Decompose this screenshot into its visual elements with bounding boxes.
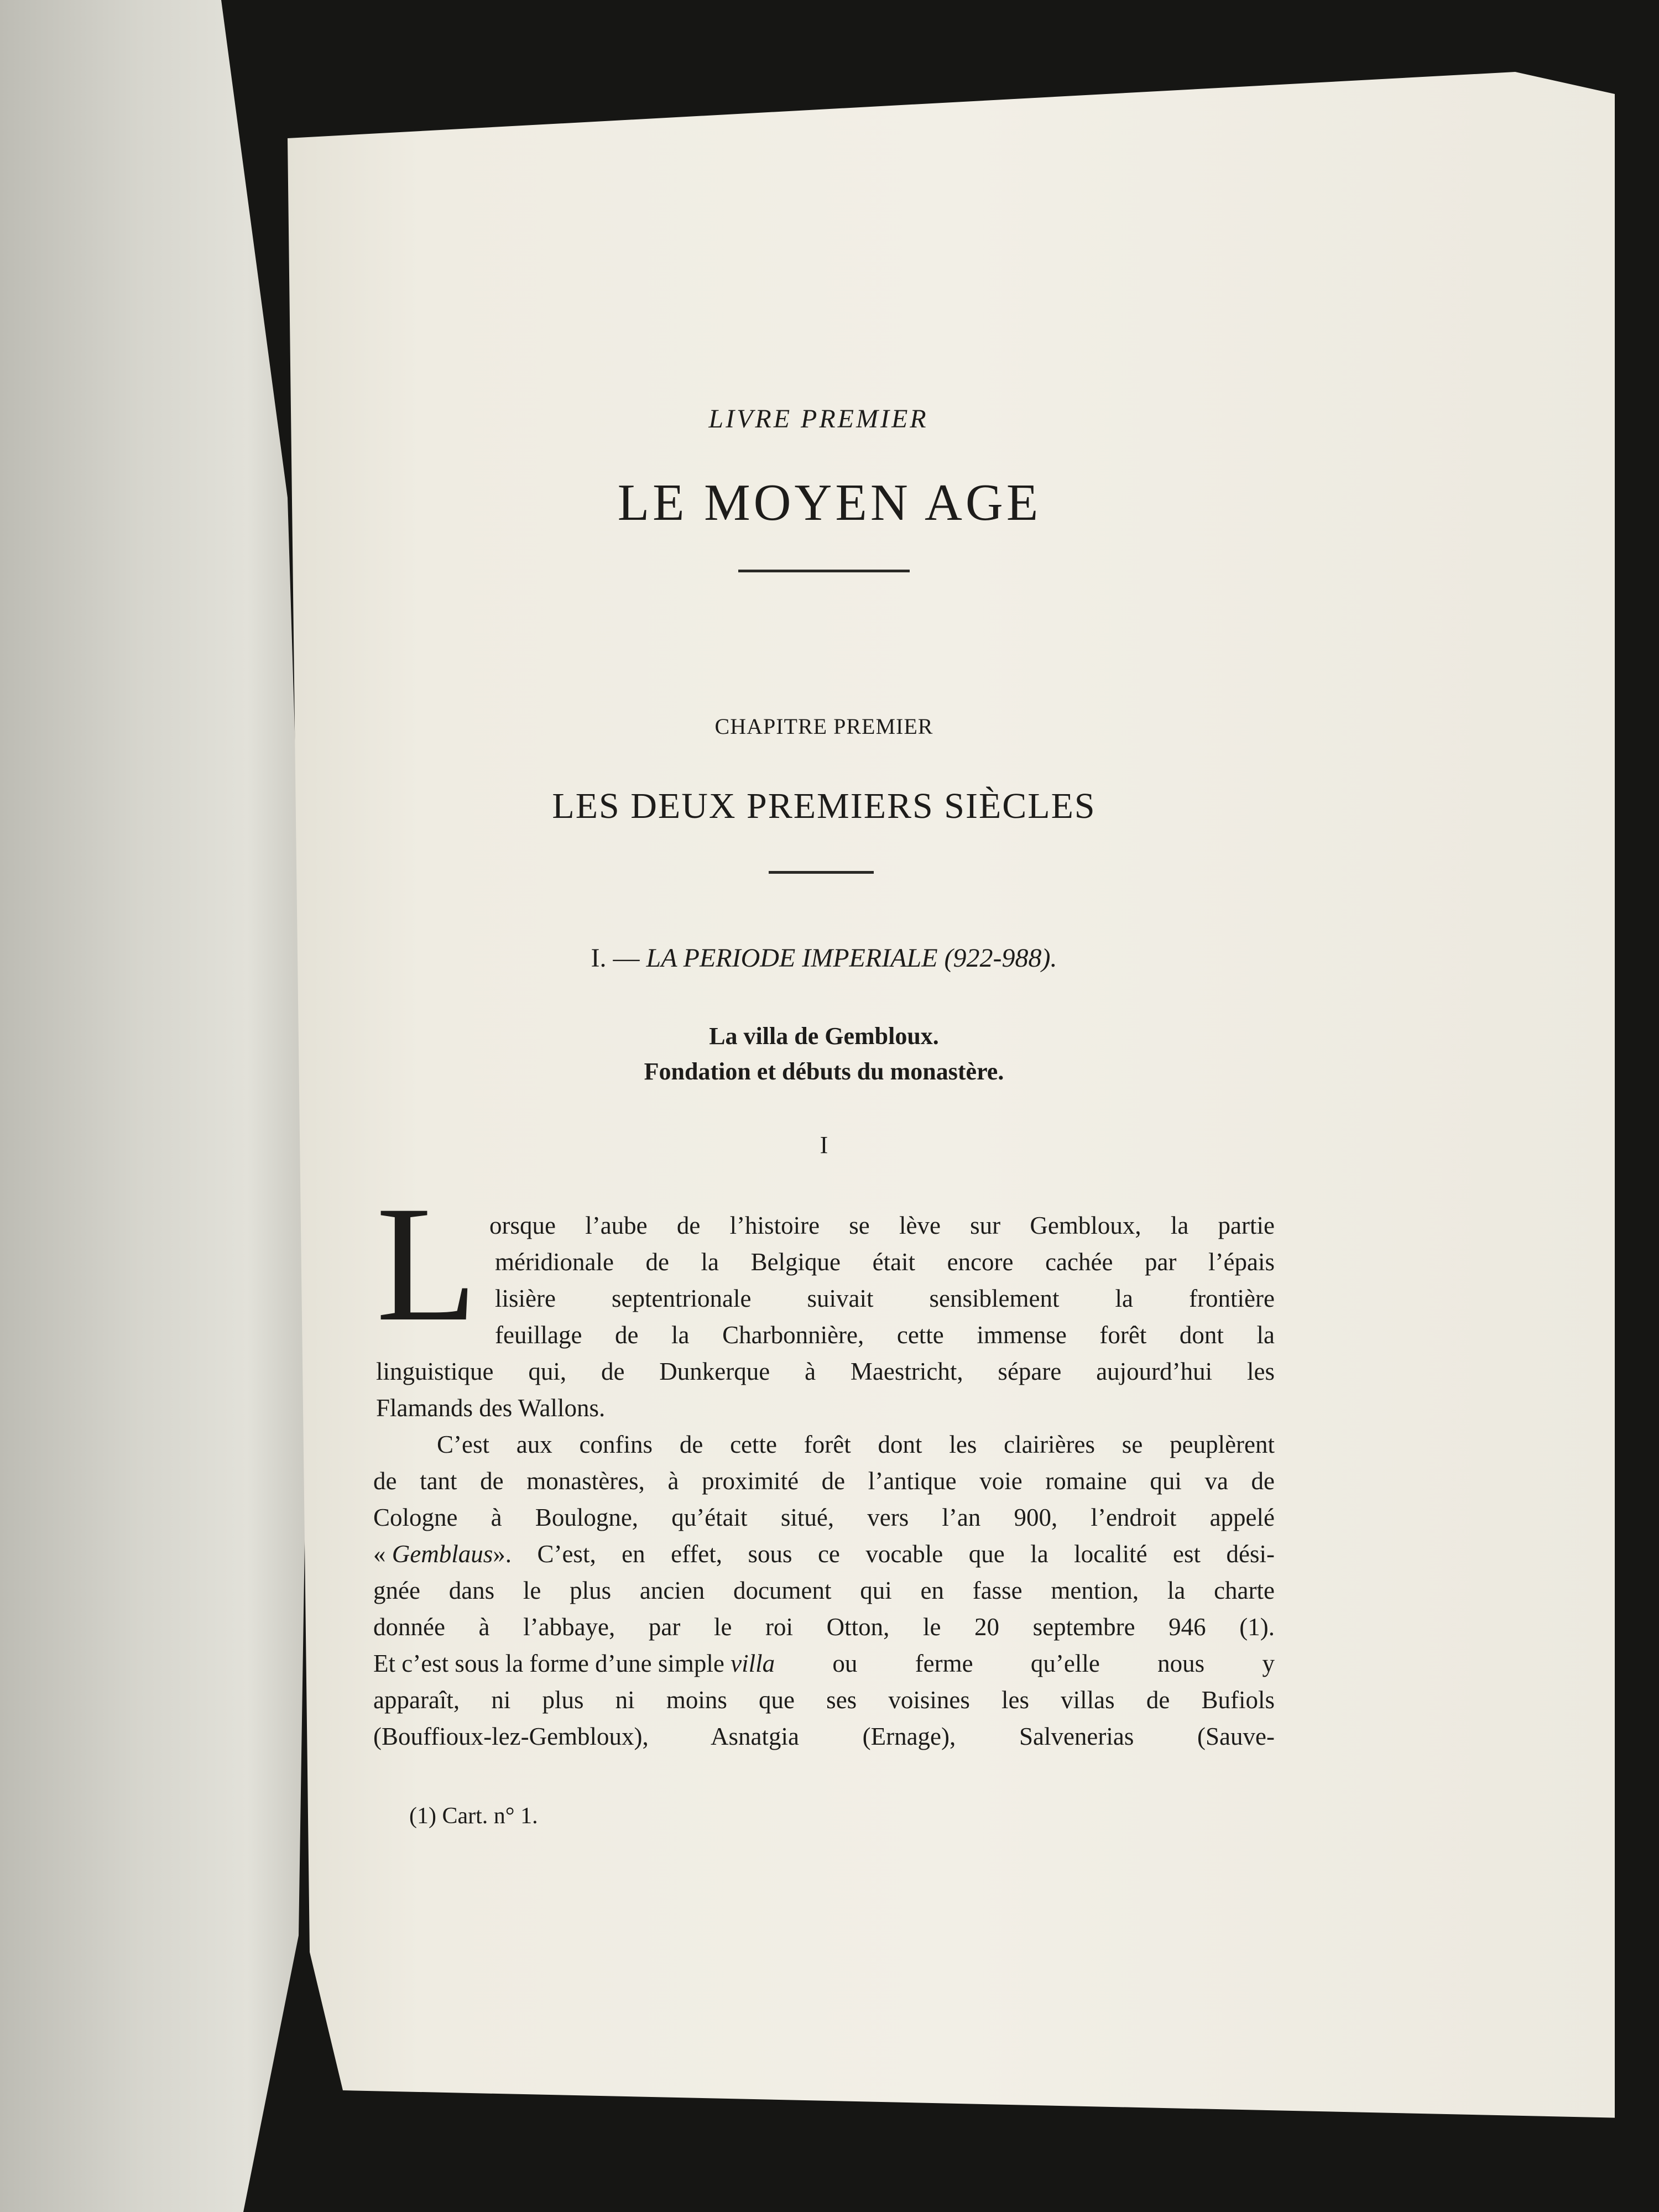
body-line: Cologne à Boulogne, qu’était situé, vers l’an 900, l’endroit appelé bbox=[373, 1504, 1275, 1531]
body-line: C’est aux confins de cette forêt dont les clairières se peuplèrent bbox=[437, 1431, 1275, 1458]
open-quote: « bbox=[373, 1540, 392, 1568]
line-fragment bbox=[373, 1536, 493, 1572]
line-pre: Et c’est sous la forme d’une simple bbox=[373, 1650, 731, 1677]
body-line: Flamands des Wallons. bbox=[376, 1394, 606, 1422]
body-line: donnée à l’abbaye, par le roi Otton, le 20 septembre 946 (1). bbox=[373, 1613, 1275, 1641]
body-line: linguistique qui, de Dunkerque à Maestricht, sépare aujourd’hui les bbox=[376, 1358, 1275, 1385]
chapter-label: CHAPITRE PREMIER bbox=[714, 714, 933, 739]
italic-term: villa bbox=[731, 1650, 775, 1677]
drop-cap: L bbox=[376, 1172, 478, 1355]
subheading bbox=[442, 1019, 1206, 1089]
line-rest: ». C’est, en effet, sous ce vocable que la localité est dési- bbox=[493, 1540, 1275, 1568]
roman-numeral: I bbox=[820, 1131, 828, 1159]
line-post: ou ferme qu’elle nous y bbox=[775, 1650, 1275, 1677]
body-line: feuillage de la Charbonnière, cette immense forêt dont la bbox=[495, 1321, 1275, 1349]
body-line bbox=[373, 1645, 1275, 1682]
chapter-rule bbox=[769, 871, 874, 874]
subheading-line-1: La villa de Gembloux. bbox=[709, 1022, 939, 1050]
italic-term: Gemblaus bbox=[392, 1540, 493, 1568]
section-heading bbox=[442, 943, 1206, 973]
body-line bbox=[373, 1536, 1275, 1572]
livre-heading: LIVRE PREMIER bbox=[708, 404, 928, 434]
body-line: lisière septentrionale suivait sensiblement la frontière bbox=[495, 1285, 1275, 1312]
chapter-title: LES DEUX PREMIERS SIÈCLES bbox=[552, 786, 1096, 826]
footnote: (1) Cart. n° 1. bbox=[409, 1803, 538, 1829]
body-line: gnée dans le plus ancien document qui en fasse mention, la charte bbox=[373, 1577, 1275, 1604]
page-title: LE MOYEN AGE bbox=[617, 474, 1042, 531]
body-line: méridionale de la Belgique était encore cachée par l’épais bbox=[495, 1248, 1275, 1276]
subheading-line-2: Fondation et débuts du monastère. bbox=[644, 1058, 1004, 1085]
section-title: LA PERIODE IMPERIALE (922-988). bbox=[646, 943, 1057, 973]
body-line: (Bouffioux-lez-Gembloux), Asnatgia (Ernage), Salvenerias (Sauve- bbox=[373, 1723, 1275, 1750]
body-line: orsque l’aube de l’histoire se lève sur Gembloux, la partie bbox=[489, 1212, 1275, 1239]
title-rule bbox=[738, 570, 910, 572]
body-line: de tant de monastères, à proximité de l’antique voie romaine qui va de bbox=[373, 1467, 1275, 1495]
body-line: apparaît, ni plus ni moins que ses voisines les villas de Bufiols bbox=[373, 1686, 1275, 1714]
section-number: I. — bbox=[591, 943, 640, 973]
